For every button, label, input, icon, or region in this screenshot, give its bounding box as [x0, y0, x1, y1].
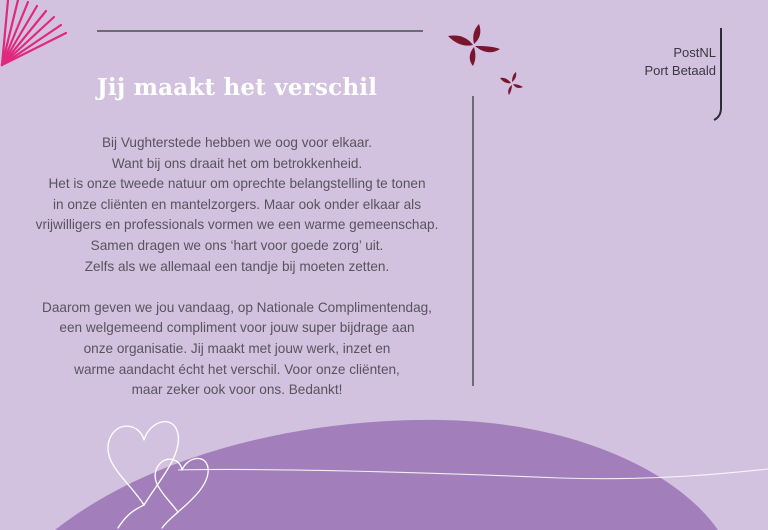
text-line: Zelfs als we allemaal een tandje bij moeten zetten. [84, 258, 390, 274]
text-line: Daarom geven we jou vandaag, op Nationale Complimentendag, [42, 299, 432, 315]
text-line: een welgemeend compliment voor jouw super bijdrage aan [59, 320, 415, 336]
postage-indicia [644, 44, 716, 80]
text-line: maar zeker ook voor ons. Bedankt! [131, 382, 343, 398]
hearts-icon [98, 400, 238, 530]
text-line: onze organisatie. Jij maakt met jouw werk, inzet en [83, 340, 391, 356]
postage-bracket [713, 28, 725, 122]
paragraph-1 [0, 133, 474, 277]
postage-line-1: PostNL [673, 45, 716, 60]
text-line: warme aandacht écht het verschil. Voor onze cliënten, [74, 361, 400, 377]
flower-icon [500, 72, 524, 96]
card-title: Jij maakt het verschil [96, 74, 378, 101]
text-line: Want bij ons draait het om betrokkenheid. [111, 155, 363, 171]
text-line: Het is onze tweede natuur om oprechte belangstelling te tonen [48, 176, 426, 192]
postage-line-2: Port Betaald [644, 63, 716, 78]
text-line: Bij Vughterstede hebben we oog voor elkaar. [101, 135, 373, 150]
top-rule [97, 30, 423, 32]
text-line: vrijwilligers en professionals vormen we een warme gemeenschap. [35, 217, 439, 233]
paragraph-2 [0, 298, 474, 401]
card-message [0, 133, 474, 401]
text-line: Samen dragen we ons ‘hart voor goede zorg’ uit. [90, 237, 384, 253]
text-line: in onze cliënten en mantelzorgers. Maar ook onder elkaar als [53, 196, 421, 212]
flower-icon [446, 24, 506, 66]
